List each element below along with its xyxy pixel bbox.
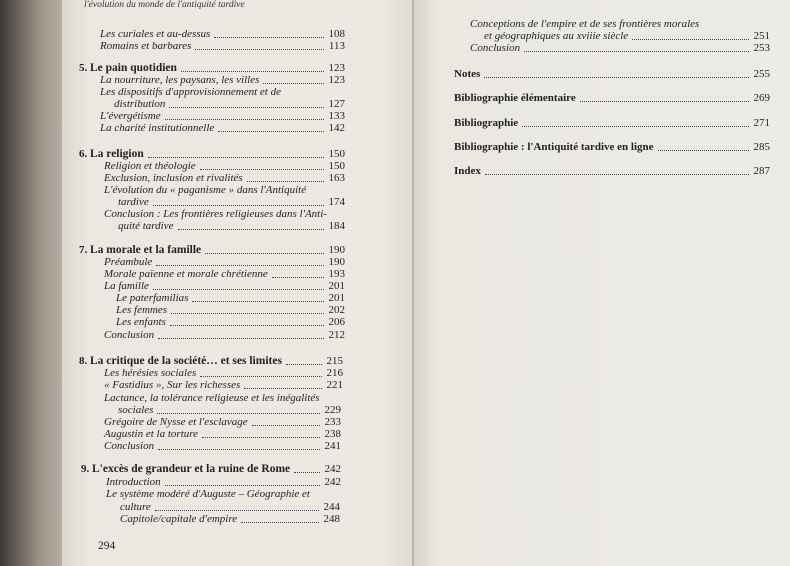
toc-page-number: 269 <box>753 92 770 104</box>
toc-section-entry <box>116 292 188 304</box>
toc-entry-title: Les hérésies sociales <box>104 367 197 379</box>
toc-section-entry <box>104 208 327 220</box>
toc-entry-title: sociales <box>118 404 154 416</box>
toc-section-entry <box>100 74 259 86</box>
dot-leader <box>247 181 324 182</box>
dot-leader <box>155 510 319 511</box>
toc-entry-title: tardive <box>118 196 149 208</box>
toc-chapter-entry <box>79 355 282 367</box>
toc-page-number: 113 <box>328 40 345 52</box>
toc-section-entry <box>104 329 154 341</box>
toc-page-number: 251 <box>753 30 770 42</box>
toc-page-number: 201 <box>328 280 345 292</box>
toc-entry-title: Conclusion : Les frontières religieuses dans l'Anti- <box>104 208 327 220</box>
toc-page-number: 127 <box>328 98 345 110</box>
toc-section-entry <box>470 18 699 30</box>
toc-entry-title: culture <box>120 501 151 513</box>
toc-chapter-entry <box>454 165 481 177</box>
toc-section-entry <box>104 256 152 268</box>
toc-entry-title: Les dispositifs d'approvisionnement et de <box>100 86 281 98</box>
dot-leader <box>192 301 324 302</box>
dot-leader <box>632 39 749 40</box>
dot-leader <box>263 83 324 84</box>
toc-section-entry <box>104 379 240 391</box>
dot-leader <box>158 449 320 450</box>
toc-section-entry <box>106 488 310 500</box>
dot-leader <box>294 472 320 473</box>
toc-section-entry <box>104 416 248 428</box>
toc-page-number: 287 <box>753 165 770 177</box>
dot-leader <box>153 205 324 206</box>
toc-page-number: 133 <box>328 110 345 122</box>
toc-section-entry <box>484 30 628 42</box>
chapter-number: 7. <box>79 244 88 256</box>
toc-entry-title: Conclusion <box>104 329 155 341</box>
toc-page-number: 238 <box>324 428 341 440</box>
toc-chapter-entry <box>454 92 576 104</box>
toc-entry-title: Bibliographie <box>454 117 519 129</box>
toc-section-entry <box>120 513 237 525</box>
dot-leader <box>272 277 324 278</box>
toc-entry-title: Le pain quotidien <box>90 62 177 74</box>
toc-entry-title: L'évolution du « paganisme » dans l'Antiquité <box>104 184 307 196</box>
running-head: l'évolution du monde de l'antiquité tardive <box>84 0 245 10</box>
toc-entry-title: La morale et la famille <box>90 244 202 256</box>
toc-chapter-entry <box>454 141 654 153</box>
toc-section-entry <box>104 184 306 196</box>
dot-leader <box>580 101 749 102</box>
dot-leader <box>200 169 324 170</box>
toc-page-number: 255 <box>753 68 770 80</box>
dot-leader <box>169 107 324 108</box>
chapter-number: 5. <box>79 62 88 74</box>
toc-entry-title: Lactance, la tolérance religieuse et les inégalités <box>104 392 320 404</box>
toc-entry-title: Bibliographie : l'Antiquité tardive en ligne <box>454 141 654 153</box>
dot-leader <box>158 338 324 339</box>
toc-page-number: 190 <box>328 256 345 268</box>
toc-entry-title: Capitole/capitale d'empire <box>120 513 238 525</box>
toc-entry-title: La famille <box>104 280 149 292</box>
toc-entry-title: La critique de la société… et ses limites <box>90 355 282 367</box>
toc-section-entry <box>470 42 520 54</box>
toc-section-entry <box>118 196 149 208</box>
toc-chapter-entry <box>79 62 177 74</box>
toc-entry-title: Conceptions de l'empire et de ses frontières morales <box>470 18 700 30</box>
toc-page-number: 216 <box>326 367 343 379</box>
chapter-number: 9. <box>81 463 90 475</box>
toc-entry-title: Les femmes <box>116 304 168 316</box>
toc-page-number: 190 <box>328 244 345 256</box>
toc-page-number: 202 <box>328 304 345 316</box>
toc-page-number: 221 <box>326 379 343 391</box>
toc-entry-title: quité tardive <box>118 220 174 232</box>
toc-chapter-entry <box>79 244 201 256</box>
dot-leader <box>148 157 324 158</box>
toc-section-entry <box>118 220 174 232</box>
toc-page-number: 174 <box>328 196 345 208</box>
toc-entry-title: Préambule <box>104 256 153 268</box>
toc-page-number: 242 <box>324 463 341 475</box>
dot-leader <box>157 413 320 414</box>
toc-entry-title: Conclusion <box>470 42 521 54</box>
dot-leader <box>202 437 320 438</box>
dot-leader <box>205 253 324 254</box>
chapter-number: 6. <box>79 148 88 160</box>
toc-entry-title: Le système modéré d'Auguste – Géographie et <box>106 488 310 500</box>
toc-section-entry <box>104 392 320 404</box>
toc-page-number: 150 <box>328 160 345 172</box>
right-page <box>414 0 790 566</box>
toc-section-entry <box>104 440 154 452</box>
toc-page-number: 193 <box>328 268 345 280</box>
dot-leader <box>214 37 324 38</box>
toc-page-number: 241 <box>324 440 341 452</box>
toc-section-entry <box>100 122 214 134</box>
toc-section-entry <box>104 172 243 184</box>
toc-section-entry <box>104 428 198 440</box>
dot-leader <box>156 265 324 266</box>
dot-leader <box>181 71 324 72</box>
dot-leader <box>218 131 324 132</box>
toc-page-number: 242 <box>324 476 341 488</box>
toc-page-number: 229 <box>324 404 341 416</box>
toc-page-number: 108 <box>328 28 345 40</box>
toc-entry-title: distribution <box>114 98 166 110</box>
dot-leader <box>165 485 320 486</box>
toc-page-number: 123 <box>328 62 345 74</box>
toc-page-number: 142 <box>328 122 345 134</box>
toc-section-entry <box>104 268 268 280</box>
toc-chapter-entry <box>81 463 290 475</box>
toc-entry-title: et géographiques au xviiie siècle <box>484 30 629 42</box>
toc-page-number: 271 <box>753 117 770 129</box>
dot-leader <box>178 229 324 230</box>
dot-leader <box>153 289 324 290</box>
toc-chapter-entry <box>454 117 518 129</box>
toc-entry-title: La nourriture, les paysans, les villes <box>100 74 260 86</box>
toc-section-entry <box>120 501 151 513</box>
toc-entry-title: Romains et barbares <box>100 40 192 52</box>
dot-leader <box>195 49 324 50</box>
toc-entry-title: L'excès de grandeur et la ruine de Rome <box>92 463 291 475</box>
dot-leader <box>170 325 324 326</box>
dot-leader <box>200 376 322 377</box>
toc-page-number: 244 <box>323 501 340 513</box>
toc-page-number: 201 <box>328 292 345 304</box>
toc-entry-title: La religion <box>90 148 144 160</box>
toc-entry-title: Augustin et la torture <box>104 428 199 440</box>
toc-page-number: 206 <box>328 316 345 328</box>
toc-entry-title: La charité institutionnelle <box>100 122 215 134</box>
toc-section-entry <box>114 98 165 110</box>
toc-page-number: 285 <box>753 141 770 153</box>
toc-entry-title: « Fastidius », Sur les richesses <box>104 379 241 391</box>
toc-entry-title: Exclusion, inclusion et rivalités <box>104 172 243 184</box>
dot-leader <box>286 364 322 365</box>
toc-section-entry <box>118 404 153 416</box>
toc-entry-title: Morale païenne et morale chrétienne <box>104 268 268 280</box>
toc-entry-title: Notes <box>454 68 481 80</box>
toc-page-number: 248 <box>323 513 340 525</box>
toc-page-number: 163 <box>328 172 345 184</box>
toc-section-entry <box>100 110 161 122</box>
dot-leader <box>171 313 324 314</box>
dot-leader <box>244 388 322 389</box>
toc-section-entry <box>116 304 167 316</box>
dot-leader <box>658 150 749 151</box>
toc-page-number: 212 <box>328 329 345 341</box>
toc-entry-title: L'évergétisme <box>100 110 161 122</box>
dot-leader <box>241 522 319 523</box>
toc-page-number: 184 <box>328 220 345 232</box>
toc-page-number: 233 <box>324 416 341 428</box>
toc-section-entry <box>116 316 166 328</box>
toc-chapter-entry <box>79 148 144 160</box>
toc-entry-title: Les enfants <box>116 316 166 328</box>
toc-section-entry <box>104 367 196 379</box>
toc-entry-title: Introduction <box>106 476 161 488</box>
toc-entry-title: Index <box>454 165 481 177</box>
left-page <box>62 0 414 566</box>
toc-section-entry <box>106 476 161 488</box>
toc-page-number: 253 <box>753 42 770 54</box>
toc-entry-title: Conclusion <box>104 440 155 452</box>
toc-entry-title: Bibliographie élémentaire <box>454 92 576 104</box>
toc-page-number: 123 <box>328 74 345 86</box>
toc-entry-title: Religion et théologie <box>104 160 196 172</box>
toc-section-entry <box>100 40 191 52</box>
chapter-number: 8. <box>79 355 88 367</box>
toc-section-entry <box>104 160 196 172</box>
toc-page-number: 215 <box>326 355 343 367</box>
dot-leader <box>485 174 749 175</box>
toc-section-entry <box>100 86 281 98</box>
toc-page-number: 150 <box>328 148 345 160</box>
toc-chapter-entry <box>454 68 480 80</box>
dot-leader <box>484 77 749 78</box>
toc-entry-title: Les curiales et au-dessus <box>100 28 211 40</box>
toc-section-entry <box>100 28 210 40</box>
dot-leader <box>524 51 749 52</box>
dot-leader <box>522 126 749 127</box>
toc-entry-title: Le paterfamilias <box>116 292 189 304</box>
page-number: 294 <box>98 540 116 552</box>
toc-section-entry <box>104 280 149 292</box>
dot-leader <box>252 425 320 426</box>
toc-entry-title: Grégoire de Nysse et l'esclavage <box>104 416 248 428</box>
dot-leader <box>165 119 324 120</box>
